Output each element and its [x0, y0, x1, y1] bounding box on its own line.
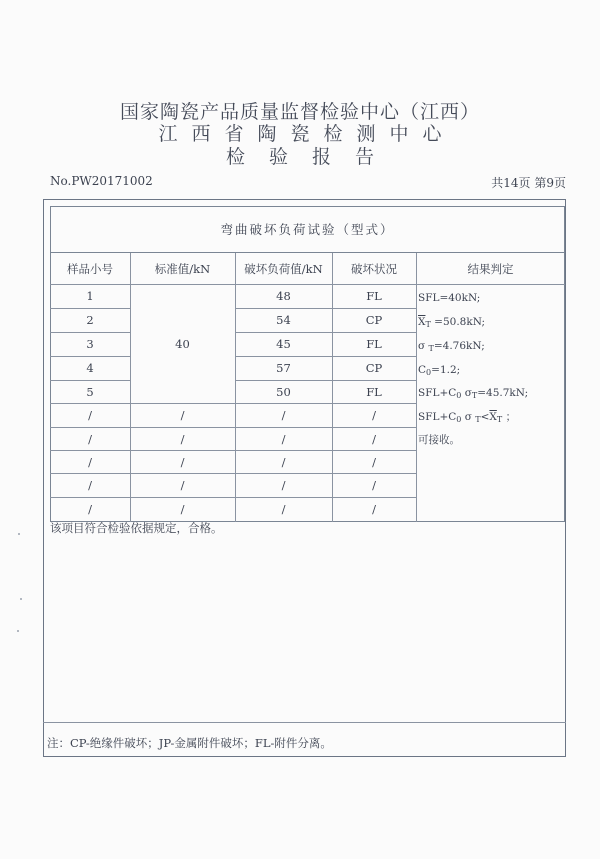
note-divider: [43, 722, 566, 723]
failure-load-cell: /: [281, 478, 286, 492]
failure-load-cell: /: [281, 502, 286, 516]
failure-status-cell: FL: [366, 289, 382, 303]
failure-load-cell: /: [281, 432, 286, 446]
failure-load-cell: /: [281, 455, 286, 469]
col-header-sample-no: 样品小号: [67, 262, 113, 276]
result-comparison-tail: ；: [505, 411, 517, 423]
result-comparison: $SFL+C_0$ σ $_T<\overline{X}_T$ ；: [418, 411, 517, 424]
sample-no-cell: /: [88, 502, 92, 516]
failure-status-cell: CP: [365, 361, 383, 375]
report-number: No.PW20171002: [50, 174, 153, 188]
result-sfl: SFL=40kN;: [418, 292, 481, 304]
failure-load-cell: 50: [276, 385, 291, 399]
scan-speck: [20, 598, 22, 600]
sample-no-cell: 4: [86, 361, 94, 375]
failure-status-cell: FL: [366, 385, 382, 399]
failure-load-cell: 57: [276, 361, 291, 375]
result-sfl-c0: $SFL+C_0$ $\sigma_T=45.7kN$;: [418, 387, 529, 400]
failure-status-cell: /: [372, 502, 376, 516]
sample-no-cell: 3: [86, 337, 94, 351]
col-header-standard-value: 标准值/kN: [154, 262, 211, 276]
failure-status-cell: FL: [366, 337, 382, 351]
failure-status-cell: CP: [365, 313, 383, 327]
result-sfl-c0-value: =45.7kN;: [477, 387, 529, 399]
result-mean-value: =50.8kN;: [434, 316, 486, 328]
sample-no-cell: 2: [86, 313, 94, 327]
header-province-center: 江西省陶瓷检测中心: [158, 123, 456, 145]
failure-status-cell: /: [372, 455, 376, 469]
standard-value-cell: /: [180, 408, 185, 422]
failure-status-cell: /: [372, 408, 376, 422]
failure-load-cell: 45: [276, 337, 291, 351]
col-header-failure-status: 破坏状况: [351, 262, 397, 276]
failure-load-cell: /: [281, 408, 286, 422]
standard-value-cell: /: [180, 478, 185, 492]
failure-status-cell: /: [372, 478, 376, 492]
sample-no-cell: 5: [86, 385, 94, 399]
result-mean: $\overline{X}_T =50.8kN$;: [418, 316, 486, 329]
result-stddev: σ $_T$=4.76kN;: [418, 340, 485, 353]
failure-load-cell: 48: [276, 289, 291, 303]
failure-load-cell: 54: [276, 313, 291, 327]
result-acceptable: 可接收。: [418, 434, 460, 446]
sample-no-cell: /: [88, 455, 92, 469]
result-c0-value: =1.2;: [431, 364, 461, 376]
failure-status-cell: /: [372, 432, 376, 446]
result-c0: $C_0=1.2$;: [418, 364, 461, 377]
sample-no-cell: /: [88, 432, 92, 446]
conclusion-text: 该项目符合检验依据规定，合格。: [50, 521, 223, 535]
table-title: 弯曲破坏负荷试验（型式）: [50, 206, 565, 253]
column-divider: [416, 253, 417, 522]
footnote: 注：CP-绝缘件破坏；JP-金属附件破坏；FL-附件分离。: [47, 736, 332, 750]
scan-speck: [18, 533, 20, 535]
scan-speck: [17, 630, 19, 632]
header-report-title: 检验报告: [225, 146, 398, 168]
sample-no-cell: /: [88, 478, 92, 492]
col-header-result: 结果判定: [467, 262, 514, 276]
page-info: 共14页 第9页: [491, 176, 566, 190]
header-center-name: 国家陶瓷产品质量监督检验中心（江西）: [119, 101, 480, 123]
result-stddev-value: =4.76kN;: [433, 340, 485, 352]
standard-value-cell: /: [180, 502, 185, 516]
standard-value-cell: /: [180, 432, 185, 446]
standard-value-cell: 40: [175, 337, 190, 351]
sample-no-cell: /: [88, 408, 92, 422]
sample-no-cell: 1: [86, 289, 94, 303]
col-header-failure-load: 破坏负荷值/kN: [244, 262, 323, 276]
standard-value-cell: /: [180, 455, 185, 469]
